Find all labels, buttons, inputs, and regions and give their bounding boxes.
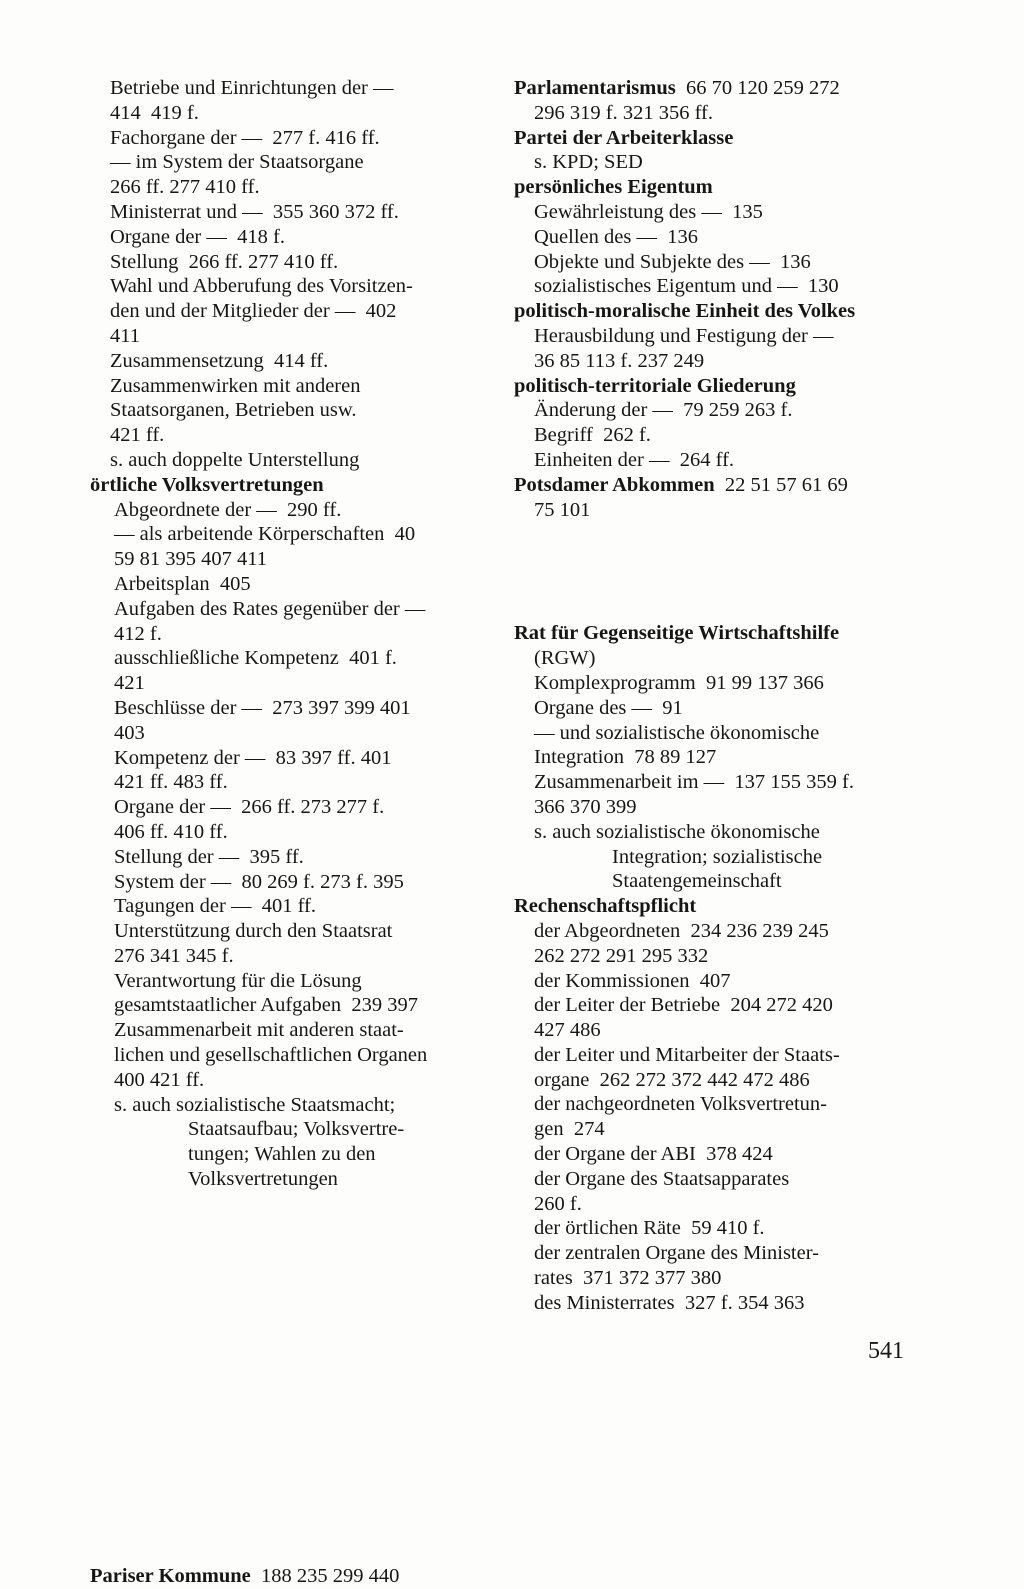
index-entry-line: des Ministerrates 327 f. 354 363 xyxy=(534,1291,805,1314)
index-heading: Rechenschaftspflicht xyxy=(514,895,697,918)
index-entry-line: der örtlichen Räte 59 410 f. xyxy=(534,1217,765,1240)
index-entry-line: 75 101 xyxy=(534,498,591,521)
index-entry-line: Verantwortung für die Lösung xyxy=(114,969,362,992)
index-entry-line: 260 f. xyxy=(534,1192,582,1215)
left-entries-block-2 xyxy=(90,1564,500,1589)
index-entry-line: tungen; Wahlen zu den xyxy=(188,1143,376,1166)
index-entry-line: 266 ff. 277 410 ff. xyxy=(110,176,260,199)
index-entry-line: 262 272 291 295 332 xyxy=(534,944,709,967)
index-entry-line: der Organe der ABI 378 424 xyxy=(534,1143,773,1166)
index-entry-line: organe 262 272 372 442 472 486 xyxy=(534,1068,810,1091)
index-page-refs: 66 70 120 259 272 xyxy=(675,77,840,99)
index-entry-line: Herausbildung und Festigung der — xyxy=(534,324,834,347)
index-entry-line: Fachorgane der — 277 f. 416 ff. xyxy=(110,126,380,149)
index-entry-line: (RGW) xyxy=(534,647,596,670)
index-entry-line: sozialistisches Eigentum und — 130 xyxy=(534,275,839,298)
index-entry-line: 414 419 f. xyxy=(110,101,199,124)
index-entry-line: Einheiten der — 264 ff. xyxy=(534,448,735,471)
index-entry-line: 421 ff. 483 ff. xyxy=(114,771,228,794)
index-entry-line: Zusammenarbeit im — 137 155 359 f. xyxy=(534,771,854,794)
index-entry-line: Organe des — 91 xyxy=(534,696,683,719)
index-entry-line: der nachgeordneten Volksvertretun- xyxy=(534,1093,827,1116)
index-heading: Rat für Gegenseitige Wirtschaftshilfe xyxy=(514,622,840,645)
index-entry-line: der Abgeordneten 234 236 239 245 xyxy=(534,919,829,942)
index-entry-line: 406 ff. 410 ff. xyxy=(114,820,228,843)
page-number: 541 xyxy=(868,1338,904,1364)
left-column xyxy=(90,76,500,1589)
index-entry-line: Aufgaben des Rates gegenüber der — xyxy=(114,597,426,620)
left-entries-block xyxy=(90,76,500,1192)
right-column-gap xyxy=(514,522,924,621)
index-entry-line: Integration; sozialistische xyxy=(612,845,823,868)
index-entry-line: 427 486 xyxy=(534,1019,601,1042)
index-heading: persönliches Eigentum xyxy=(514,176,713,199)
index-entry-line: — und sozialistische ökonomische xyxy=(534,721,820,744)
index-entry-line: Betriebe und Einrichtungen der — xyxy=(110,77,394,99)
index-entry-line: Wahl und Abberufung des Vorsitzen- xyxy=(110,275,413,298)
index-entry-line: Zusammenwirken mit anderen xyxy=(110,374,361,397)
index-heading-term: Pariser Kommune xyxy=(90,1564,251,1587)
index-entry-line: Ministerrat und — 355 360 372 ff. xyxy=(110,200,399,223)
index-entry-line: Stellung der — 395 ff. xyxy=(114,845,304,868)
index-entry-line: 412 f. xyxy=(114,622,162,645)
index-entry-line: Zusammenarbeit mit anderen staat- xyxy=(114,1019,404,1042)
index-entry-line: Kompetenz der — 83 397 ff. 401 xyxy=(114,746,392,769)
index-entry-line: Arbeitsplan 405 xyxy=(114,572,251,595)
right-column xyxy=(514,76,924,1316)
index-heading xyxy=(90,1564,500,1589)
index-entry-line: 366 370 399 xyxy=(534,795,637,818)
index-entry-line: Stellung 266 ff. 277 410 ff. xyxy=(110,250,339,273)
index-heading: örtliche Volksvertretungen xyxy=(90,473,324,496)
index-entry-line: Integration 78 89 127 xyxy=(534,746,717,769)
index-entry-line: Organe der — 418 f. xyxy=(110,225,285,248)
index-page-refs: 22 51 57 61 69 xyxy=(714,473,848,496)
index-entry-line: Staatsorganen, Betrieben usw. xyxy=(110,399,357,422)
index-entry-line: Objekte und Subjekte des — 136 xyxy=(534,250,811,273)
index-entry-line: 403 xyxy=(114,721,145,744)
index-heading xyxy=(514,473,924,498)
index-entry-line: Komplexprogramm 91 99 137 366 xyxy=(534,671,824,694)
index-entry-line: Begriff 262 f. xyxy=(534,424,651,447)
index-entry-line: 36 85 113 f. 237 249 xyxy=(534,349,705,372)
index-heading: Partei der Arbeiterklasse xyxy=(514,126,734,149)
index-entry-line: Beschlüsse der — 273 397 399 401 xyxy=(114,696,411,719)
index-entry-line: rates 371 372 377 380 xyxy=(534,1267,722,1290)
index-entry-line: 296 319 f. 321 356 ff. xyxy=(534,101,713,124)
index-entry-line: der zentralen Organe des Minister- xyxy=(534,1242,819,1265)
right-entries-block xyxy=(514,76,924,522)
index-entry-line: lichen und gesellschaftlichen Organen xyxy=(114,1044,428,1067)
index-entry-line: Änderung der — 79 259 263 f. xyxy=(534,399,793,422)
index-entry-line: System der — 80 269 f. 273 f. 395 xyxy=(114,870,404,893)
index-entry-line: s. KPD; SED xyxy=(534,151,643,174)
index-entry-line: Abgeordnete der — 290 ff. xyxy=(114,498,342,521)
index-entry-line: Organe der — 266 ff. 273 277 f. xyxy=(114,796,385,819)
index-entry-line: Gewährleistung des — 135 xyxy=(534,200,763,223)
index-entry-line: s. auch doppelte Unterstellung xyxy=(110,448,360,471)
index-entry-line: 400 421 ff. xyxy=(114,1068,205,1091)
right-entries-block-2 xyxy=(514,621,924,1315)
index-entry-line: gesamtstaatlicher Aufgaben 239 397 xyxy=(114,994,418,1017)
index-entry-line: Zusammensetzung 414 ff. xyxy=(110,349,329,372)
index-entry-line: der Kommissionen 407 xyxy=(534,969,731,992)
index-entry-line: Volksvertretungen xyxy=(188,1168,338,1191)
index-entry-line: 421 ff. xyxy=(110,424,165,447)
index-entry-line: Staatsaufbau; Volksvertre- xyxy=(188,1118,405,1141)
index-entry-line: der Leiter der Betriebe 204 272 420 xyxy=(534,994,833,1017)
index-entry-line: Quellen des — 136 xyxy=(534,225,698,248)
index-entry-line: 421 xyxy=(114,672,145,695)
index-entry-line: ausschließliche Kompetenz 401 f. xyxy=(114,647,397,670)
index-entry-line: — als arbeitende Körperschaften 40 xyxy=(114,523,416,546)
index-entry-line: Unterstützung durch den Staatsrat xyxy=(114,920,393,943)
index-heading-term: Parlamentarismus xyxy=(514,77,676,99)
index-entry-line: 276 341 345 f. xyxy=(114,944,234,967)
index-entry-line: gen 274 xyxy=(534,1118,605,1141)
index-heading xyxy=(514,76,924,101)
index-entry-line: den und der Mitglieder der — 402 xyxy=(110,300,397,323)
index-entry-line: der Leiter und Mitarbeiter der Staats- xyxy=(534,1043,840,1066)
index-entry-line: der Organe des Staatsapparates xyxy=(534,1167,790,1190)
index-entry-line: Staatengemeinschaft xyxy=(612,870,782,893)
index-entry-line: s. auch sozialistische ökonomische xyxy=(534,820,820,843)
index-entry-line: 59 81 395 407 411 xyxy=(114,548,267,571)
index-entry-line: s. auch sozialistische Staatsmacht; xyxy=(114,1093,396,1116)
index-page-refs: 188 235 299 440 xyxy=(250,1564,400,1587)
index-entry-line: Tagungen der — 401 ff. xyxy=(114,895,316,918)
index-entry-line: 411 xyxy=(110,324,140,347)
index-heading-term: Potsdamer Abkommen xyxy=(514,473,715,496)
index-heading: politisch-territoriale Gliederung xyxy=(514,374,796,397)
index-entry-line: — im System der Staatsorgane xyxy=(110,151,364,174)
index-heading: politisch-moralische Einheit des Volkes xyxy=(514,300,856,323)
left-column-gap xyxy=(90,1192,500,1564)
